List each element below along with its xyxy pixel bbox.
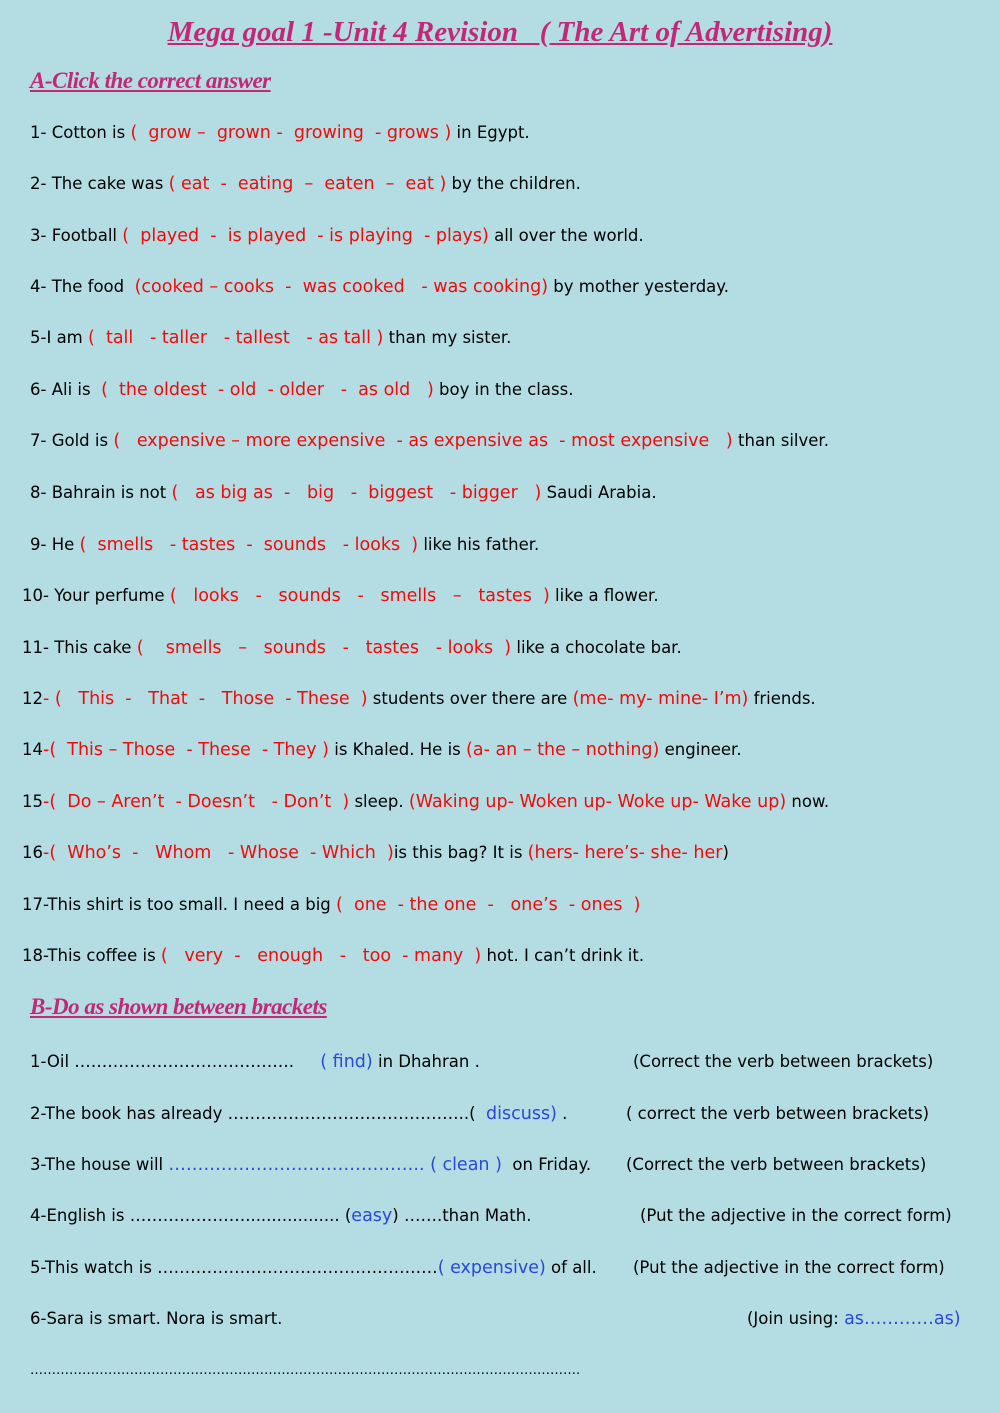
- answer-choices[interactable]: -( This – Those - These - They ): [43, 740, 330, 760]
- bracket-word: ( find): [320, 1052, 373, 1072]
- answer-choices[interactable]: ( looks - sounds - smells – tastes ): [169, 586, 550, 606]
- section-a-heading: A-Click the correct answer: [30, 68, 271, 93]
- answer-choices[interactable]: ( very - enough - too - many ): [160, 946, 482, 966]
- question-6: 6- Ali is ( the oldest - old - older - as old ) boy in the class.: [30, 380, 574, 400]
- question-3: 3- Football ( played - is played - is playing - plays) all over the world.: [30, 226, 644, 246]
- answer-choices[interactable]: ( the oldest - old - older - as old ): [101, 380, 434, 400]
- question-12: 12- ( This - That - Those - These ) students over there are (me- my- mine- I’m) friends.: [22, 689, 816, 709]
- instruction: (Put the adjective in the correct form): [640, 1206, 952, 1225]
- answer-choices[interactable]: (cooked – cooks - was cooked - was cooking): [134, 277, 549, 297]
- answer-choices[interactable]: ( played - is played - is playing - plays): [122, 226, 489, 246]
- question-1: 1- Cotton is ( grow – grown - growing - grows ) in Egypt.: [30, 123, 530, 143]
- section-b-heading: B-Do as shown between brackets: [30, 994, 327, 1019]
- answer-choices[interactable]: ( one - the one - one’s - ones ): [336, 895, 641, 915]
- answer-choices-2[interactable]: (hers- here’s- she- her: [527, 843, 723, 863]
- question-2: 2- The cake was ( eat - eating – eaten – eat ) by the children.: [30, 174, 581, 194]
- answer-choices[interactable]: ( eat - eating – eaten – eat ): [168, 174, 447, 194]
- instruction: (Join using: as…………as): [747, 1309, 961, 1329]
- answer-choices[interactable]: ( smells – sounds - tastes - looks ): [136, 638, 512, 658]
- question-9: 9- He ( smells - tastes - sounds - looks ) like his father.: [30, 535, 540, 555]
- question-10: 10- Your perfume ( looks - sounds - smells – tastes ) like a flower.: [22, 586, 659, 606]
- answer-choices[interactable]: -( Do – Aren’t - Doesn’t - Don’t ): [43, 792, 350, 812]
- question-4: 4- The food (cooked – cooks - was cooked - was cooking) by mother yesterday.: [30, 277, 729, 297]
- answer-choices[interactable]: - ( This - That - Those - These ): [43, 689, 368, 709]
- question-8: 8- Bahrain is not ( as big as - big - biggest - bigger ) Saudi Arabia.: [30, 483, 657, 503]
- answer-choices[interactable]: ( as big as - big - biggest - bigger ): [171, 483, 542, 503]
- question-18: 18-This coffee is ( very - enough - too - many ) hot. I can’t drink it.: [22, 946, 645, 966]
- answer-choices[interactable]: ( grow – grown - growing - grows ): [130, 123, 452, 143]
- answer-line[interactable]: ……………………………………………………………………………………………………………….: [30, 1363, 581, 1378]
- question-15: 15-( Do – Aren’t - Doesn’t - Don’t ) sleep. (Waking up- Woken up- Woke up- Wake up) now.: [22, 792, 830, 812]
- instruction: (Put the adjective in the correct form): [633, 1258, 945, 1277]
- answer-choices-2[interactable]: (a- an – the – nothing): [466, 740, 660, 760]
- exercise-b-6: 6-Sara is smart. Nora is smart.: [30, 1309, 283, 1328]
- answer-choices[interactable]: -( Who’s - Whom - Whose - Which ): [43, 843, 394, 863]
- question-16: 16-( Who’s - Whom - Whose - Which )is this bag? It is (hers- here’s- she- her): [22, 843, 729, 863]
- instruction: ( correct the verb between brackets): [626, 1104, 930, 1123]
- answer-choices[interactable]: ( tall - taller - tallest - as tall ): [88, 328, 384, 348]
- question-7: 7- Gold is ( expensive – more expensive - as expensive as - most expensive ) than silver.: [30, 431, 829, 451]
- answer-choices-2[interactable]: (me- my- mine- I’m): [572, 689, 749, 709]
- question-14: 14-( This – Those - These - They ) is Khaled. He is (a- an – the – nothing) engineer.: [22, 740, 742, 760]
- join-word: as…………as): [844, 1309, 961, 1329]
- instruction: (Correct the verb between brackets): [626, 1155, 927, 1174]
- exercise-b-5[interactable]: 5-This watch is ……………………………………………( expensive) of all.: [30, 1258, 597, 1278]
- bracket-word: easy: [351, 1206, 393, 1226]
- bracket-word: …………………………………….. ( clean ): [168, 1155, 502, 1175]
- exercise-b-4[interactable]: 4-English is ………………….................. (easy) …….than Math.: [30, 1206, 532, 1226]
- bracket-word: ( expensive): [437, 1258, 546, 1278]
- question-17: 17-This shirt is too small. I need a big ( one - the one - one’s - ones ): [22, 895, 641, 915]
- exercise-b-3[interactable]: 3-The house will …………………………………….. ( clean ) on Friday.: [30, 1155, 592, 1175]
- bracket-word: discuss): [486, 1104, 557, 1124]
- exercise-b-2[interactable]: 2-The book has already ……………………………………..( discuss) .: [30, 1104, 568, 1124]
- instruction: (Correct the verb between brackets): [633, 1052, 934, 1071]
- worksheet-title: Mega goal 1 -Unit 4 Revision ( The Art of Advertising): [167, 16, 833, 48]
- exercise-b-1[interactable]: 1-Oil …………………………………. ( find) in Dhahran .: [30, 1052, 480, 1072]
- question-11: 11- This cake ( smells – sounds - tastes - looks ) like a chocolate bar.: [22, 638, 682, 658]
- question-5: 5-I am ( tall - taller - tallest - as tall ) than my sister.: [30, 328, 512, 348]
- answer-choices-2[interactable]: (Waking up- Woken up- Woke up- Wake up): [408, 792, 787, 812]
- answer-choices[interactable]: ( smells - tastes - sounds - looks ): [79, 535, 419, 555]
- answer-choices[interactable]: ( expensive – more expensive - as expensive as - most expensive ): [113, 431, 733, 451]
